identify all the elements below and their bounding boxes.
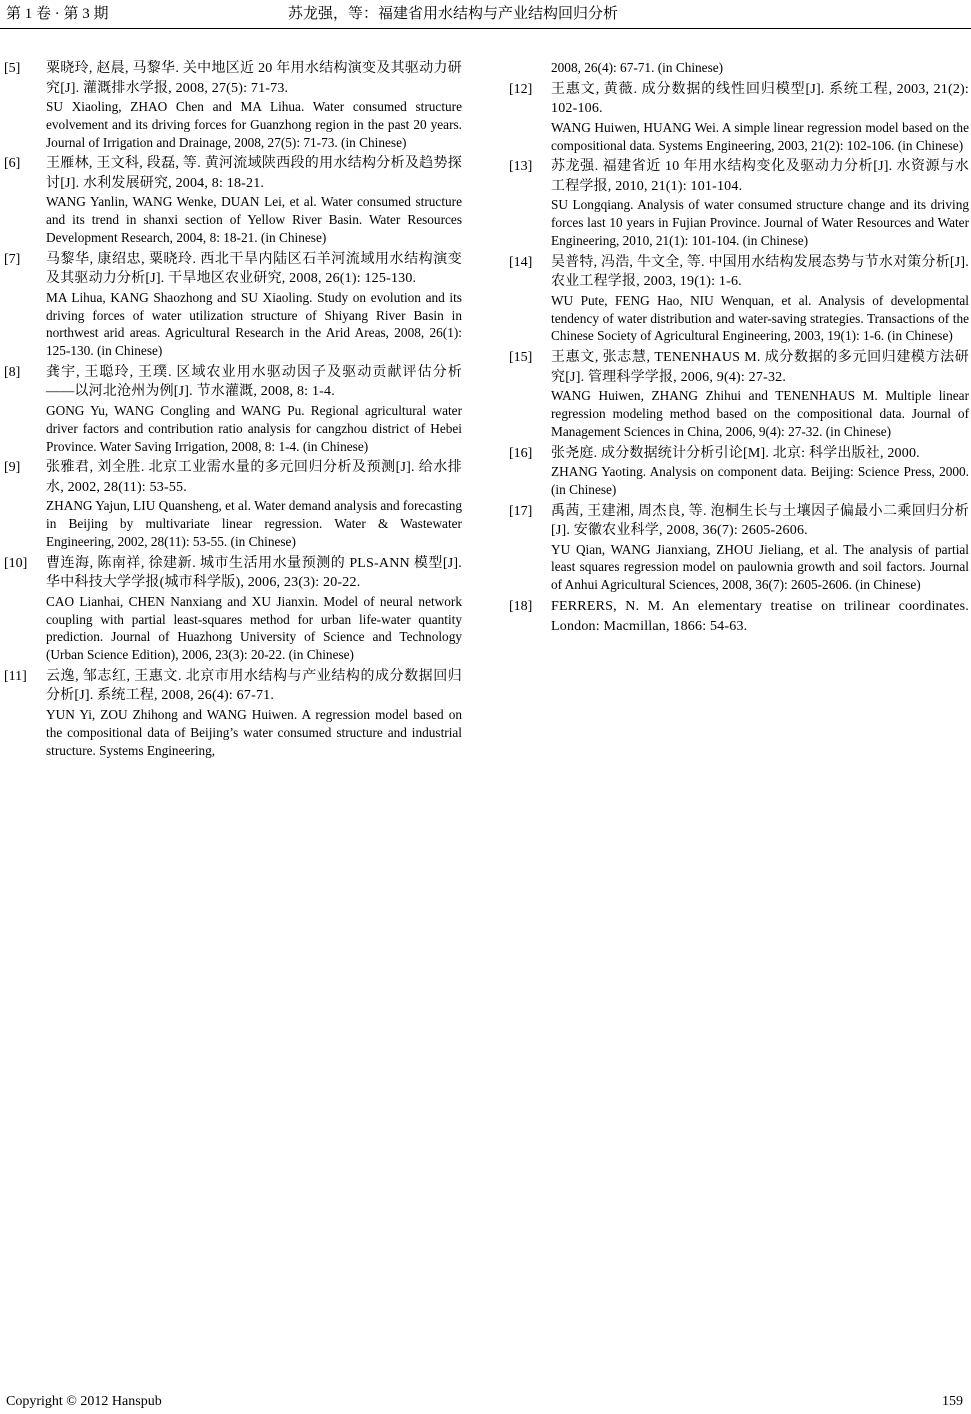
reference-english-translation: CAO Lianhai, CHEN Nanxiang and XU Jianxin. Model of neural network coupling with partial least-squares method for urban life-water quantity prediction. Journal of Huazhong University of Science and Technology (Urban Science Edition), 2006, 23(3): 20-22. (in Chinese) <box>46 593 462 663</box>
reference-english-translation: SU Xiaoling, ZHAO Chen and MA Lihua. Water consumed structure evolvement and its driving forces for Guanzhong region in the past 20 years. Journal of Irrigation and Drainage, 2008, 27(5): 71-73. (in Chinese) <box>46 99 462 150</box>
reference-english-translation: WU Pute, FENG Hao, NIU Wenquan, et al. Analysis of developmental tendency of water distribution and water-saving strategies. Transactions of the Chinese Society of Agricultural Engineering, 2003, 19(1): 1-6. (in Chinese) <box>551 292 969 344</box>
reference-citation: 王惠文, 黄薇. 成分数据的线性回归模型[J]. 系统工程, 2003, 21(2): 102-106. <box>551 81 969 117</box>
reference-number: [5] <box>4 61 21 76</box>
header-rule <box>0 28 971 29</box>
reference-item <box>4 154 462 246</box>
reference-item <box>509 253 969 345</box>
reference-item <box>4 250 462 360</box>
reference-citation: 王惠文, 张志慧, TENENHAUS M. 成分数据的多元回归建模方法研究[J]. 管理科学学报, 2006, 9(4): 27-32. <box>551 350 969 385</box>
reference-citation: 张雅君, 刘全胜. 北京工业需水量的多元回归分析及预测[J]. 给水排水, 2002, 28(11): 53-55. <box>46 460 462 495</box>
reference-number: [15] <box>509 350 533 366</box>
reference-citation: FERRERS, N. M. An elementary treatise on trilinear coordinates. London: Macmillan, 1866: 54-63. <box>551 599 969 634</box>
reference-number: [7] <box>4 251 21 267</box>
reference-item <box>4 667 462 759</box>
reference-citation: 吴普特, 冯浩, 牛文全, 等. 中国用水结构发展态势与节水对策分析[J]. 农业工程学报, 2003, 19(1): 1-6. <box>551 254 969 290</box>
reference-item <box>509 157 969 249</box>
reference-citation: 马黎华, 康绍忠, 粟晓玲. 西北干旱内陆区石羊河流域用水结构演变及其驱动力分析[J]. 干旱地区农业研究, 2008, 26(1): 125-130. <box>46 251 462 287</box>
reference-english-translation: YUN Yi, ZOU Zhihong and WANG Huiwen. A regression model based on the compositional data of Beijing’s water consumed structure and industrial structure. Systems Engineering, <box>46 706 462 758</box>
reference-citation: 云逸, 邹志红, 王惠文. 北京市用水结构与产业结构的成分数据回归分析[J]. 系统工程, 2008, 26(4): 67-71. <box>46 668 462 704</box>
copyright-notice: Copyright © 2012 Hanspub <box>6 1394 162 1409</box>
reference-item <box>4 554 462 664</box>
reference-number: [6] <box>4 156 21 172</box>
reference-citation: 龚宇, 王聪玲, 王璞. 区域农业用水驱动因子及驱动贡献评估分析——以河北沧州为例[J]. 节水灌溉, 2008, 8: 1-4. <box>46 364 462 400</box>
reference-english-translation: WANG Yanlin, WANG Wenke, DUAN Lei, et al. Water consumed structure and its trend in shanxi section of Yellow River Basin. Water Resources Development Research, 2004, 8: 18-21. (in Chinese) <box>46 194 462 245</box>
reference-english-translation: GONG Yu, WANG Congling and WANG Pu. Regional agricultural water driver factors and contribution ratio analysis for cangzhou district of Hebei Province. Water Saving Irrigation, 2008, 8: 1-4. (in Chinese) <box>46 402 462 454</box>
reference-number: [13] <box>509 159 533 175</box>
reference-number: [17] <box>509 503 533 519</box>
reference-item <box>509 444 969 499</box>
reference-number: [18] <box>509 599 533 615</box>
reference-citation: 曹连海, 陈南祥, 徐建新. 城市生活用水量预测的 PLS-ANN 模型[J]. 华中科技大学学报(城市科学版), 2006, 23(3): 20-22. <box>46 555 462 591</box>
reference-english-translation: SU Longqiang. Analysis of water consumed structure change and its driving forces last 10 years in Fujian Province. Journal of Water Resources and Water Engineering, 2010, 21(1): 101-104. (in Chinese) <box>551 197 969 248</box>
reference-citation: 粟晓玲, 赵晨, 马黎华. 关中地区近 20 年用水结构演变及其驱动力研究[J]. 灌溉排水学报, 2008, 27(5): 71-73. <box>46 61 462 96</box>
reference-number: [11] <box>4 668 27 684</box>
reference-item <box>509 597 969 636</box>
reference-item <box>509 80 969 155</box>
page-number: 159 <box>942 1394 963 1409</box>
reference-english-translation: YU Qian, WANG Jianxiang, ZHOU Jieliang, et al. The analysis of partial least squares regression model on paulownia growth and soil factors. Journal of Anhui Agricultural Sciences, 2008, 36(7): 2605-2606. (in Chinese) <box>551 541 969 593</box>
page-header <box>0 0 971 24</box>
reference-citation: 王雁林, 王文科, 段磊, 等. 黄河流域陕西段的用水结构分析及趋势探讨[J]. 水利发展研究, 2004, 8: 18-21. <box>46 156 462 191</box>
journal-issue: 第 1 卷 · 第 3 期 <box>6 6 109 22</box>
reference-citation: 苏龙强. 福建省近 10 年用水结构变化及驱动力分析[J]. 水资源与水工程学报, 2010, 21(1): 101-104. <box>551 159 969 194</box>
reference-english-translation: WANG Huiwen, HUANG Wei. A simple linear regression model based on the compositional data. Systems Engineering, 2003, 21(2): 102-106. (in Chinese) <box>551 119 969 153</box>
reference-english-translation: ZHANG Yaoting. Analysis on component data. Beijing: Science Press, 2000. (in Chinese) <box>551 464 969 497</box>
reference-number: [8] <box>4 364 21 380</box>
reference-item <box>4 59 462 151</box>
reference-number: [10] <box>4 555 28 571</box>
reference-item <box>509 502 969 594</box>
reference-english-translation: MA Lihua, KANG Shaozhong and SU Xiaoling. Study on evolution and its driving forces of water utilization structure of Shiyang River Basin in northwest arid areas. Agricultural Research in the Arid Areas, 2008, 26(1): 125-130. (in Chinese) <box>46 289 462 359</box>
reference-english-translation: ZHANG Yajun, LIU Quansheng, et al. Water demand analysis and forecasting in Beijing by multivariate linear regression. Water & Wastewater Engineering, 2002, 28(11): 53-55. (in Chinese) <box>46 498 462 549</box>
reference-number: [16] <box>509 445 533 461</box>
reference-number: [14] <box>509 254 533 270</box>
reference-citation: 禹茜, 王建湘, 周杰良, 等. 泡桐生长与土壤因子偏最小二乘回归分析[J]. 安徽农业科学, 2008, 36(7): 2605-2606. <box>551 503 969 539</box>
reference-number: [9] <box>4 460 21 476</box>
reference-english-translation: WANG Huiwen, ZHANG Zhihui and TENENHAUS M. Multiple linear regression modeling method based on the compositional data. Journal of Management Sciences in China, 2006, 9(4): 27-32. (in Chinese) <box>551 388 969 439</box>
reference-item <box>509 348 969 440</box>
reference-continuation: 2008, 26(4): 67-71. (in Chinese) <box>551 60 724 75</box>
reference-item <box>4 458 462 550</box>
reference-citation: 张尧庭. 成分数据统计分析引论[M]. 北京: 科学出版社, 2000. <box>551 445 920 461</box>
references-right-column <box>509 59 969 639</box>
running-title: 苏龙强，等：福建省用水结构与产业结构回归分析 <box>288 6 619 22</box>
references-left-column <box>4 59 462 762</box>
reference-number: [12] <box>509 81 533 97</box>
reference-item <box>4 363 462 455</box>
